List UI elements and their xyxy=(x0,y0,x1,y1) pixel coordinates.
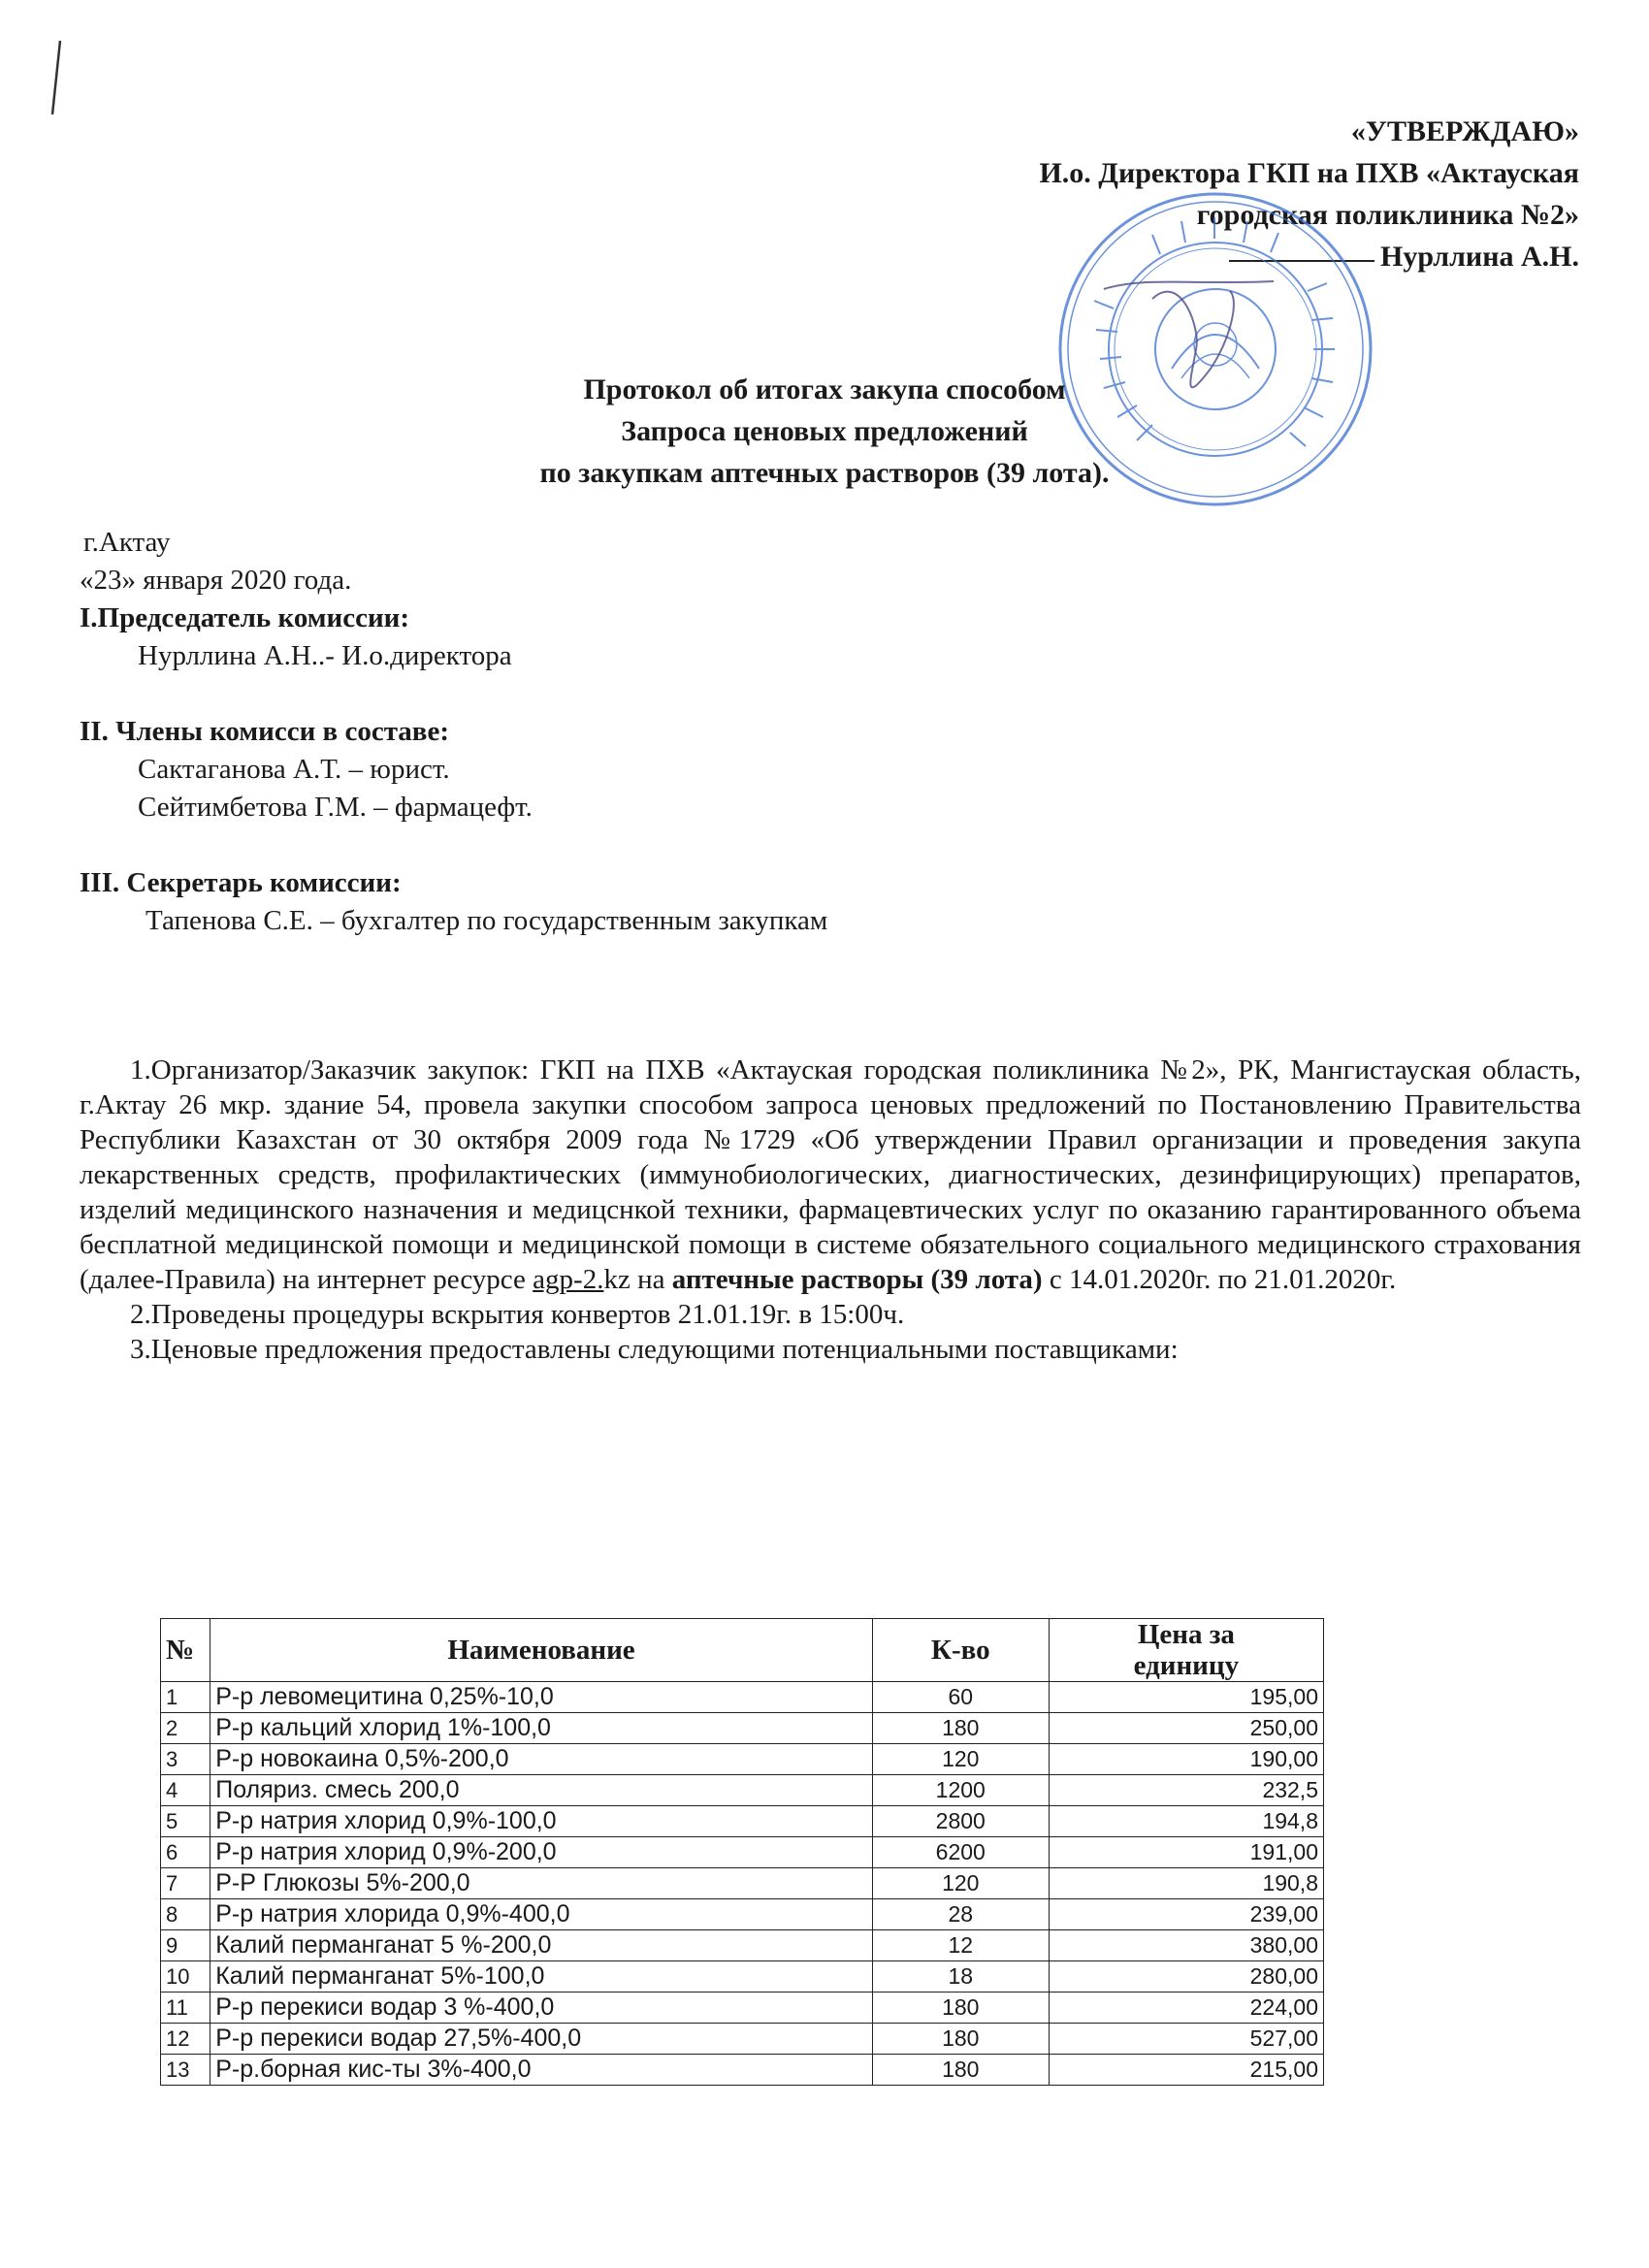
row-number: 13 xyxy=(161,2055,210,2086)
item-name: Р-р натрия хлорид 0,9%-100,0 xyxy=(210,1806,873,1837)
item-unit-price: 280,00 xyxy=(1049,1961,1323,1993)
item-unit-price: 224,00 xyxy=(1049,1993,1323,2024)
chair-heading: I.Председатель комиссии: xyxy=(80,602,410,633)
members-heading: II. Члены комисси в составе: xyxy=(80,716,449,747)
item-unit-price: 190,00 xyxy=(1049,1744,1323,1775)
header-name: Наименование xyxy=(210,1619,873,1682)
row-number: 3 xyxy=(161,1744,210,1775)
table-row xyxy=(161,1806,1324,1837)
member-2: Сейтимбетова Г.М. – фармацефт. xyxy=(138,792,533,823)
table-row xyxy=(161,1775,1324,1806)
item-name: Р-р левомецитина 0,25%-10,0 xyxy=(210,1682,873,1713)
item-name: Р-р натрия хлорида 0,9%-400,0 xyxy=(210,1899,873,1930)
item-unit-price: 215,00 xyxy=(1049,2055,1323,2086)
approval-position-line2: городская поликлиника №2» xyxy=(1196,199,1579,231)
item-unit-price: 191,00 xyxy=(1049,1837,1323,1868)
row-number: 11 xyxy=(161,1993,210,2024)
row-number: 4 xyxy=(161,1775,210,1806)
header-num: № xyxy=(161,1619,210,1682)
table-row xyxy=(161,1868,1324,1899)
item-unit-price: 527,00 xyxy=(1049,2024,1323,2055)
row-number: 12 xyxy=(161,2024,210,2055)
item-name: Калий перманганат 5 %-200,0 xyxy=(210,1930,873,1961)
approval-heading: «УТВЕРЖДАЮ» xyxy=(1350,115,1579,147)
item-quantity: 60 xyxy=(872,1682,1049,1713)
header-qty: К-во xyxy=(872,1619,1049,1682)
table-row xyxy=(161,1899,1324,1930)
paragraph-2: 2.Проведены процедуры вскрытия конвертов 21.01.19г. в 15:00ч. xyxy=(130,1299,905,1330)
item-name: Р-р перекиси водар 27,5%-400,0 xyxy=(210,2024,873,2055)
title-line3: по закупкам аптечных растворов (39 лота). xyxy=(539,457,1110,489)
item-quantity: 180 xyxy=(872,1993,1049,2024)
row-number: 6 xyxy=(161,1837,210,1868)
table-row xyxy=(161,1837,1324,1868)
item-quantity: 12 xyxy=(872,1930,1049,1961)
item-quantity: 28 xyxy=(872,1899,1049,1930)
website-link[interactable]: agp-2. xyxy=(533,1264,604,1295)
scan-mark xyxy=(47,39,66,116)
table-row xyxy=(161,1744,1324,1775)
item-quantity: 180 xyxy=(872,1713,1049,1744)
item-unit-price: 195,00 xyxy=(1049,1682,1323,1713)
protocol-title xyxy=(0,369,1649,494)
item-quantity: 180 xyxy=(872,2055,1049,2086)
secretary-name: Тапенова С.Е. – бухгалтер по государственным закупкам xyxy=(146,905,828,936)
item-unit-price: 239,00 xyxy=(1049,1899,1323,1930)
title-line2: Запроса ценовых предложений xyxy=(621,415,1028,447)
chair-name: Нурллина А.Н..- И.о.директора xyxy=(138,640,512,671)
item-quantity: 2800 xyxy=(872,1806,1049,1837)
body-text xyxy=(80,1053,1581,1367)
item-name: Р-р новокаина 0,5%-200,0 xyxy=(210,1744,873,1775)
table-row xyxy=(161,1961,1324,1993)
row-number: 2 xyxy=(161,1713,210,1744)
row-number: 5 xyxy=(161,1806,210,1837)
item-unit-price: 190,8 xyxy=(1049,1868,1323,1899)
item-quantity: 18 xyxy=(872,1961,1049,1993)
approval-signer: Нурллина А.Н. xyxy=(1379,241,1579,273)
paragraph-1: 1.Организатор/Заказчик закупок: ГКП на ПХВ «Актауская городская поликлиника №2», РК, Мангистауская область, г.Актау 26 мкр. здание 54, провела закупки способом запроса ценовых предложений по Постановлению Правительства Республики Казахстан от 30 октября 2009 года №1729 «Об утверждении Правил организации и проведения закупа лекарственных средств, профилактических (иммунобиологических, диагностических, дезинфицирующих) препаратов, изделий медицинского назначения и медицснкой техники, фармацевтических услуг по оказанию гарантированного объема бесплатной медицинской помощи и медицинской помощи в системе обязательного социального медицинского страхования (далее-Правила) на интернет ресурсе agp-2.kz на аптечные растворы (39 лота) с 14.01.2020г. по 21.01.2020г. xyxy=(80,1054,1581,1295)
item-name: Калий перманганат 5%-100,0 xyxy=(210,1961,873,1993)
item-unit-price: 380,00 xyxy=(1049,1930,1323,1961)
item-unit-price: 250,00 xyxy=(1049,1713,1323,1744)
approval-position-line1: И.о. Директора ГКП на ПХВ «Актауская xyxy=(1039,157,1579,189)
table-row xyxy=(161,2055,1324,2086)
table-header-row xyxy=(161,1619,1324,1682)
item-name: Р-р кальций хлорид 1%-100,0 xyxy=(210,1713,873,1744)
item-name: Поляриз. смесь 200,0 xyxy=(210,1775,873,1806)
row-number: 9 xyxy=(161,1930,210,1961)
item-quantity: 180 xyxy=(872,2024,1049,2055)
row-number: 1 xyxy=(161,1682,210,1713)
item-name: Р-р перекиси водар 3 %-400,0 xyxy=(210,1993,873,2024)
city: г.Актау xyxy=(83,527,171,558)
secretary-heading: III. Секретарь комиссии: xyxy=(80,867,402,898)
item-quantity: 120 xyxy=(872,1744,1049,1775)
header-price: Цена за единицу xyxy=(1049,1619,1323,1682)
item-name: Р-Р Глюкозы 5%-200,0 xyxy=(210,1868,873,1899)
table-row xyxy=(161,1993,1324,2024)
item-unit-price: 194,8 xyxy=(1049,1806,1323,1837)
row-number: 10 xyxy=(161,1961,210,1993)
meta-block xyxy=(80,524,1573,940)
item-name: Р-р натрия хлорид 0,9%-200,0 xyxy=(210,1837,873,1868)
item-quantity: 1200 xyxy=(872,1775,1049,1806)
item-quantity: 6200 xyxy=(872,1837,1049,1868)
row-number: 7 xyxy=(161,1868,210,1899)
item-name: Р-р.борная кис-ты 3%-400,0 xyxy=(210,2055,873,2086)
price-offers-table xyxy=(160,1618,1324,2086)
table-row xyxy=(161,1682,1324,1713)
item-unit-price: 232,5 xyxy=(1049,1775,1323,1806)
member-1: Сактаганова А.Т. – юрист. xyxy=(138,754,450,785)
subject-bold: аптечные растворы (39 лота) xyxy=(671,1264,1043,1295)
item-quantity: 120 xyxy=(872,1868,1049,1899)
title-line1: Протокол об итогах закупа способом xyxy=(583,373,1066,405)
paragraph-3: 3.Ценовые предложения предоставлены следующими потенциальными поставщиками: xyxy=(130,1334,1179,1365)
table-row xyxy=(161,1930,1324,1961)
row-number: 8 xyxy=(161,1899,210,1930)
protocol-date: «23» января 2020 года. xyxy=(80,565,352,596)
table-row xyxy=(161,2024,1324,2055)
table-row xyxy=(161,1713,1324,1744)
